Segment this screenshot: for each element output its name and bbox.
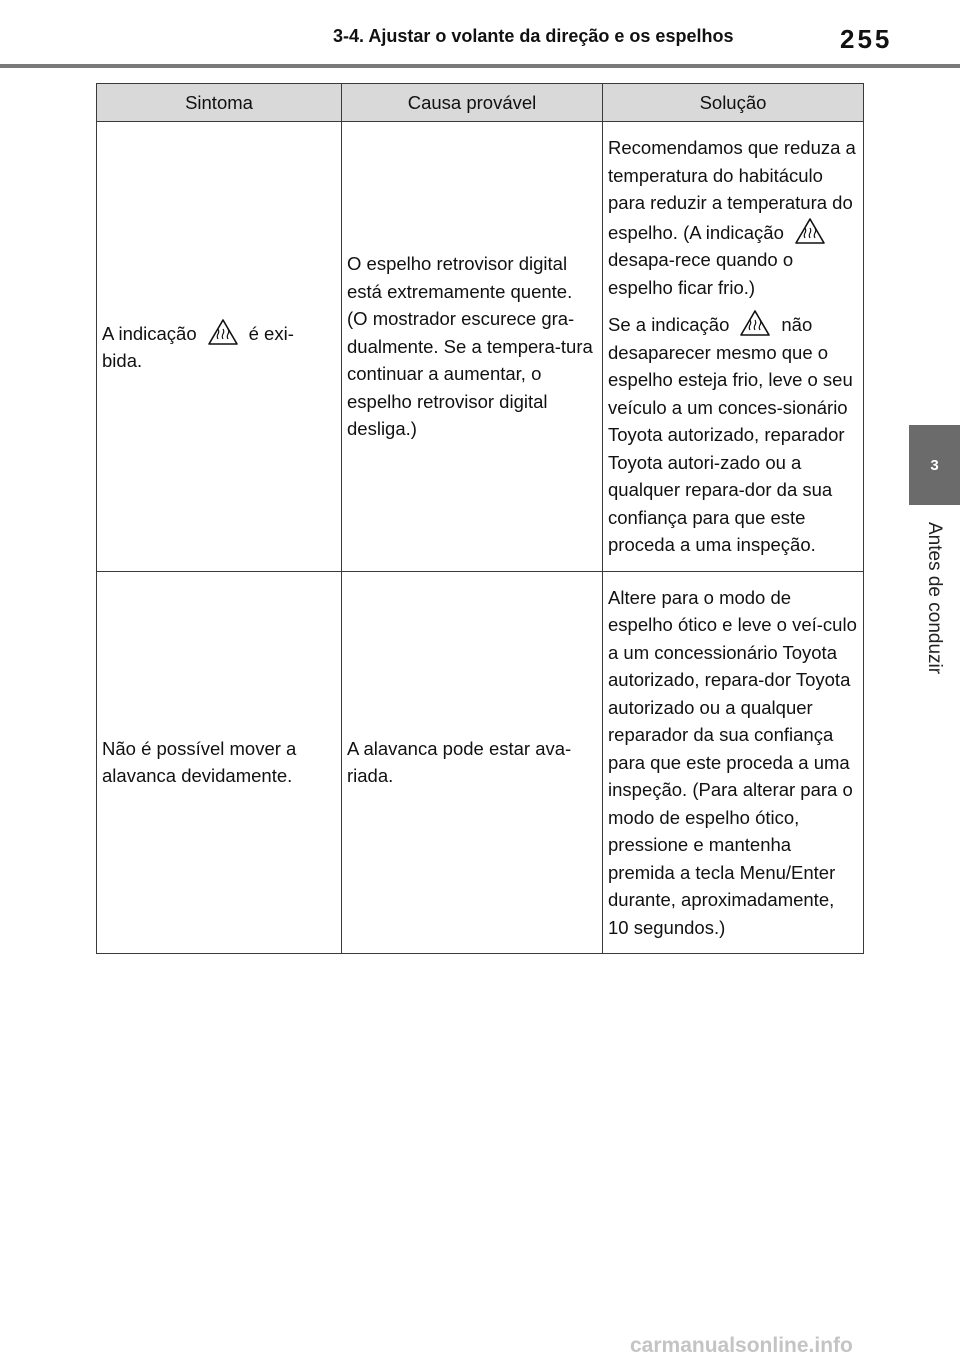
- mirror-heat-warning-icon: [739, 309, 771, 337]
- column-header-solution: Solução: [603, 84, 864, 122]
- symptom-text-start: A indicação: [102, 322, 197, 344]
- symptom-cell: [97, 122, 342, 572]
- solution-paragraph: [608, 309, 858, 559]
- chapter-number: 3: [930, 456, 939, 474]
- header-rule: [0, 64, 960, 68]
- section-title: 3-4. Ajustar o volante da direção e os espelhos: [333, 26, 734, 46]
- solution-text: Recomendamos que reduza a temperatura do habitáculo para reduzir a temperatura do espelho.: [608, 137, 856, 243]
- table-row: [97, 122, 864, 572]
- table-header-row: [97, 84, 864, 122]
- symptom-cell: Não é possível mover a alavanca devidamente.: [97, 571, 342, 954]
- solution-paragraph: [608, 134, 858, 301]
- troubleshooting-table: [96, 83, 864, 954]
- symptom-text-middle: é exi-: [248, 322, 294, 344]
- solution-cell: [603, 122, 864, 572]
- solution-cell: Altere para o modo de espelho ótico e leve o veí-culo a um concessionário Toyota autorizado, repara-dor Toyota autorizado ou a qualquer reparador da sua confiança para que este proceda a uma inspeção. (Para alterar para o modo de espelho ótico, pressione e mantenha premida a tecla Menu/Enter durante, aproximadamente, 10 segundos.): [603, 571, 864, 954]
- mirror-heat-warning-icon: [794, 217, 826, 245]
- watermark: carmanualsonline.info: [630, 1334, 853, 1357]
- column-header-symptom: Sintoma: [97, 84, 342, 122]
- chapter-title: Antes de conduzir: [924, 522, 945, 675]
- solution-text-before-icon: Se a indicação: [608, 314, 730, 335]
- solution-text-after-icon: desapa-rece quando o espelho ficar frio.): [608, 249, 794, 298]
- cause-cell: A alavanca pode estar ava-riada.: [342, 571, 603, 954]
- symptom-text-end: bida.: [102, 350, 143, 372]
- column-header-cause: Causa provável: [342, 84, 603, 122]
- cause-cell: O espelho retrovisor digital está extremamente quente. (O mostrador escurece gra-dualmente. Se a tempera-tura continuar a aumentar, o espelho retrovisor digital desliga.): [342, 122, 603, 572]
- table-row: [97, 571, 864, 954]
- chapter-tab: [909, 425, 960, 505]
- mirror-heat-warning-icon: [207, 318, 239, 346]
- page-number: 255: [840, 24, 893, 54]
- solution-text-before-icon: (A indicação: [683, 221, 784, 243]
- solution-text-after-icon: não desaparecer mesmo que o espelho esteja frio, leve o seu veículo a um conces-sionário Toyota autorizado, reparador Toyota autori-zado ou a qualquer repara-dor da sua confiança para que este proceda a uma inspeção.: [608, 314, 853, 555]
